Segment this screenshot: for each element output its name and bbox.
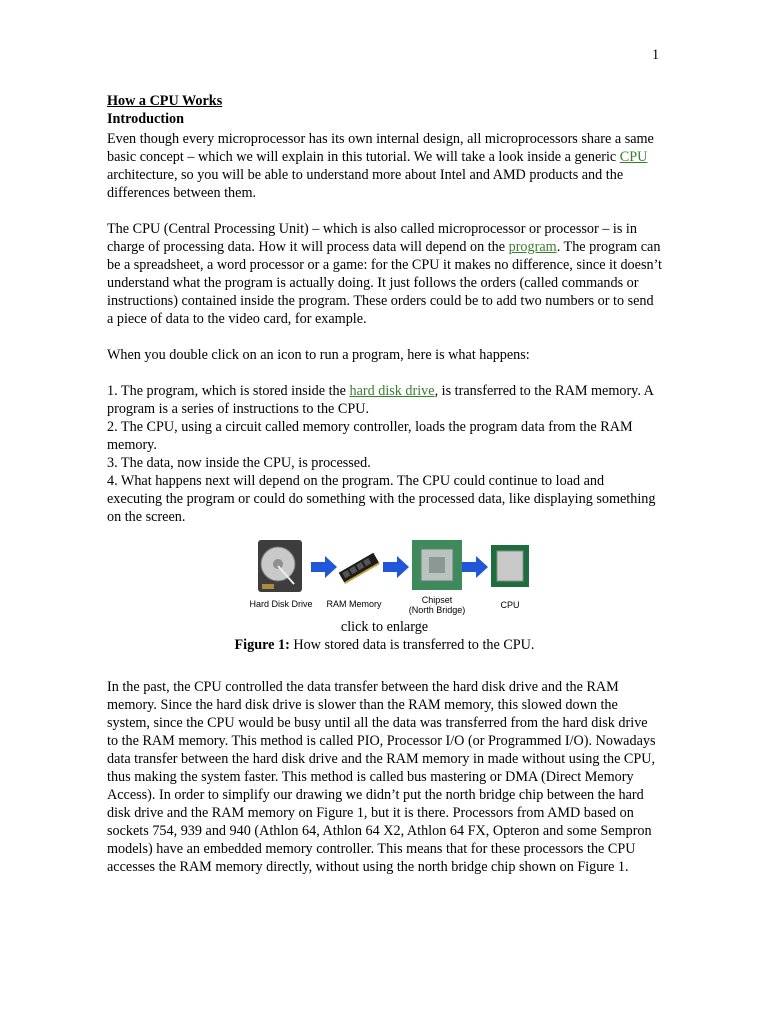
- step-2: 2. The CPU, using a circuit called memory controller, loads the program data from the RAM memory.: [107, 419, 633, 453]
- ram-memory-label: RAM Memory: [326, 599, 382, 609]
- cpu-link[interactable]: CPU: [619, 149, 648, 165]
- figure-caption: [107, 636, 662, 654]
- paragraph-double-click: When you double click on an icon to run a program, here is what happens:: [107, 347, 530, 363]
- hard-disk-drive-label: Hard Disk Drive: [249, 599, 313, 609]
- paragraph-cpu-definition: [107, 220, 662, 328]
- arrow-right-icon: [311, 556, 337, 578]
- paragraph-text: The CPU (Central Processing Unit) – which is also called microprocessor or processor – is in charge of processing data. How it will process data will depend on the: [107, 221, 637, 255]
- arrow-right-icon: [462, 556, 488, 578]
- document-title: How a CPU Works: [107, 93, 223, 109]
- chipset-image: [411, 539, 463, 591]
- paragraph-pio-dma: In the past, the CPU controlled the data transfer between the hard disk drive and the RAM memory. Since the hard disk drive is slower than the RAM memory, this slowed down the system, since the CPU would be busy until all the data was transferred from the hard disk drive to the RAM memory. This method is called PIO, Processor I/O (or Programmed I/O). Nowadays data transfer between the hard disk drive and the RAM memory in made without using the CPU, thus making the system faster. This method is called bus mastering or DMA (Direct Memory Access). In order to simplify our drawing we didn’t put the north bridge chip between the hard disk drive and the RAM memory on Figure 1, but it is there. Processors from AMD based on sockets 754, 939 and 940 (Athlon 64, Athlon 64 X2, Athlon 64 FX, Opteron and some Sempron models) have an embedded memory controller. This means that for these processors the CPU accesses the RAM memory directly, without using the north bridge chip shown on Figure 1.: [107, 679, 656, 875]
- step-text: , is transferred to the RAM memory. A program is a series of instructions to the CPU.: [107, 383, 654, 417]
- step-1: [107, 382, 662, 418]
- paragraph-intro: [107, 130, 662, 202]
- paragraph-text: . The program can be a spreadsheet, a word processor or a game: for the CPU it makes no difference, since it doesn’t understand what the program is actually doing. It just follows the orders (called commands or instructions) contained inside the program. These orders could be to add two numbers or to send a piece of data to the video card, for example.: [107, 239, 662, 327]
- step-4: 4. What happens next will depend on the program. The CPU could continue to load and executing the program or could do something with the processed data, like displaying something on the screen.: [107, 473, 656, 525]
- hard-disk-drive-image: [254, 538, 306, 594]
- chipset-label-line1: Chipset: [421, 595, 453, 605]
- document-body: [107, 92, 662, 876]
- figure-caption-text: How stored data is transferred to the CPU.: [289, 637, 535, 653]
- paragraph-text: Even though every microprocessor has its own internal design, all microprocessors share a same basic concept – which we will explain in this tutorial. We will take a look inside a generic: [107, 131, 654, 165]
- arrow-right-icon: [383, 556, 409, 578]
- step-text: 1. The program, which is stored inside the: [107, 383, 350, 399]
- hard-disk-drive-link[interactable]: hard disk drive: [349, 383, 435, 399]
- paragraph-text: architecture, so you will be able to understand more about Intel and AMD products and the differences between them.: [107, 167, 624, 201]
- section-heading: Introduction: [107, 111, 184, 127]
- chipset-label-line2: (North Bridge): [408, 605, 466, 615]
- step-3: 3. The data, now inside the CPU, is processed.: [107, 455, 371, 471]
- click-to-enlarge-link[interactable]: click to enlarge: [340, 619, 429, 635]
- program-link[interactable]: program: [508, 239, 557, 255]
- chipset-label: [402, 595, 472, 615]
- cpu-image: [490, 544, 530, 588]
- page-number: 1: [652, 47, 660, 63]
- ram-memory-image: [337, 548, 381, 588]
- figure-caption-label: Figure 1:: [234, 637, 290, 653]
- cpu-label: CPU: [500, 600, 520, 610]
- figure-data-flow[interactable]: [107, 536, 662, 658]
